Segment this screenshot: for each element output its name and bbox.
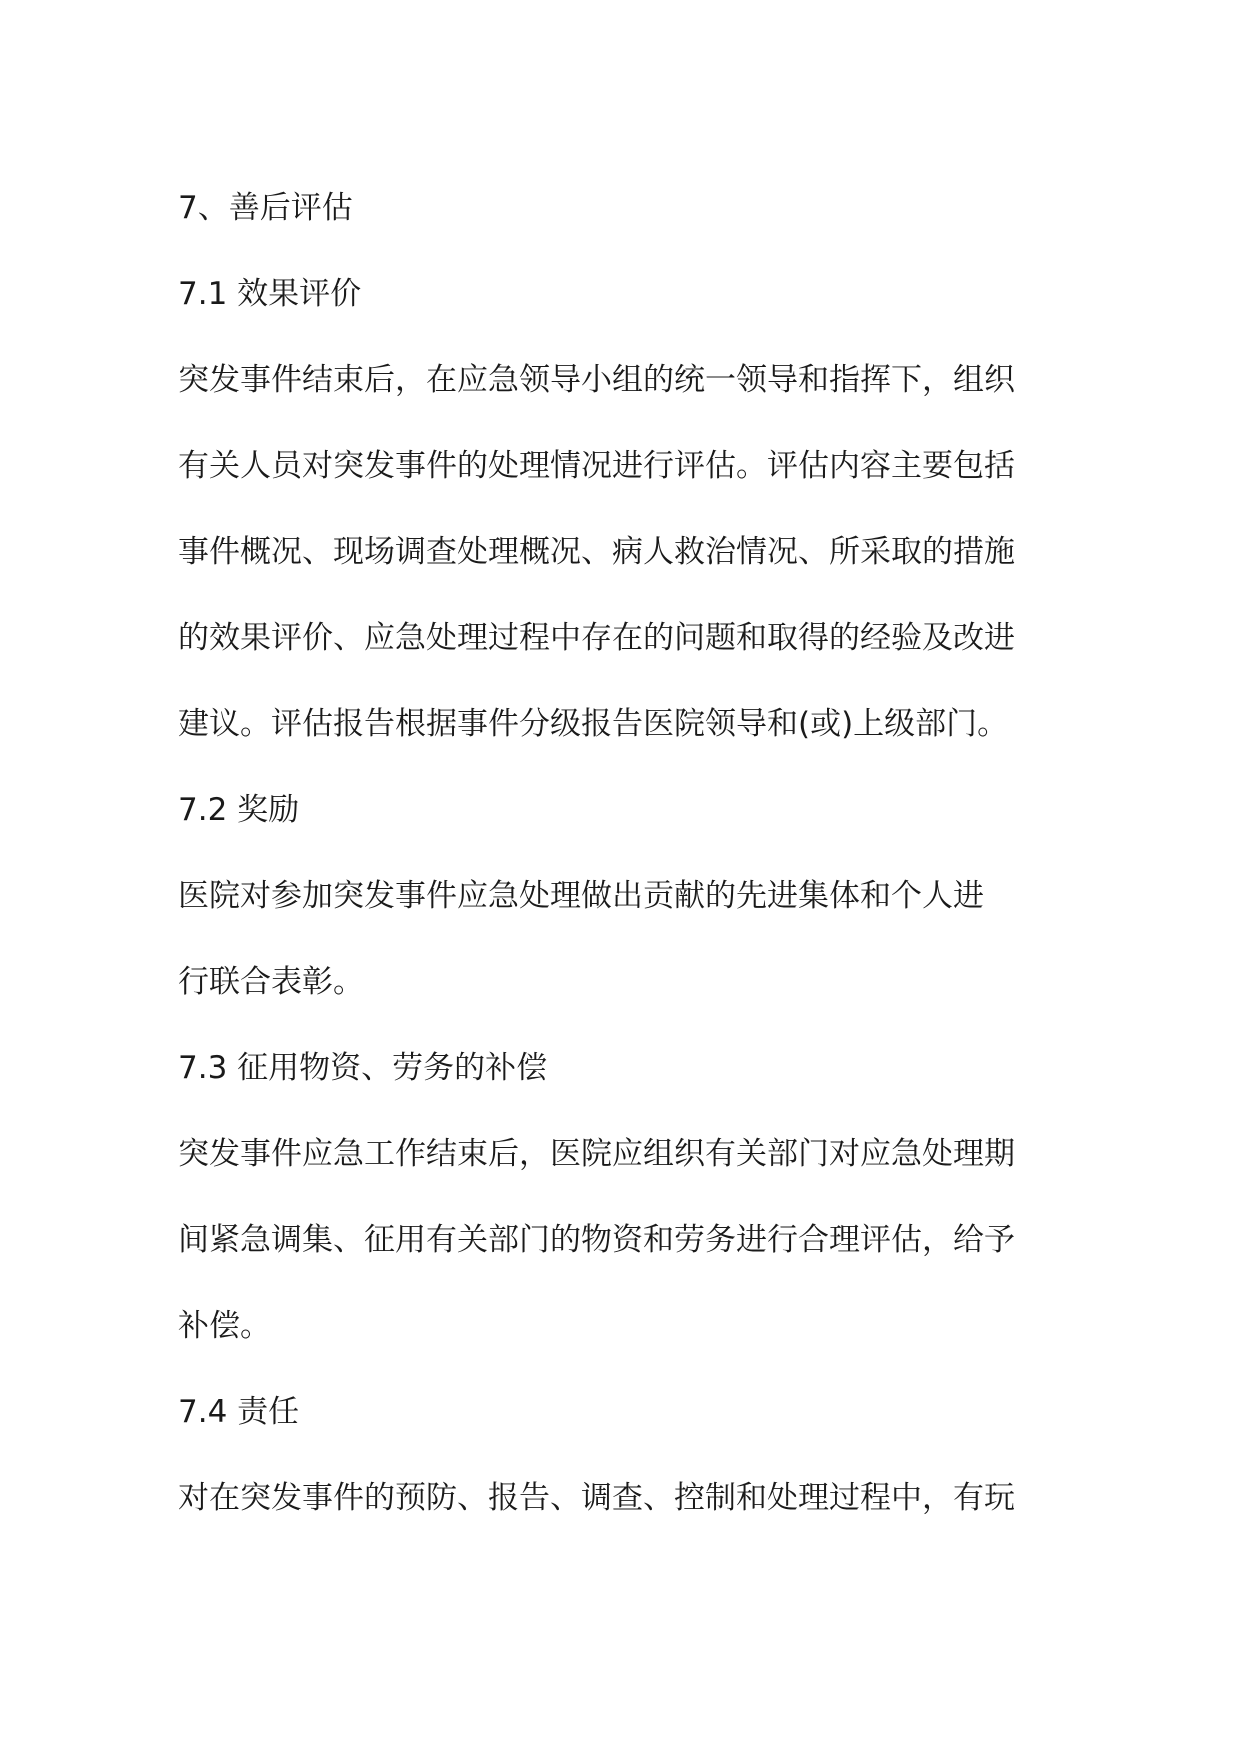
- paragraph-line: 突发事件结束后，在应急领导小组的统一领导和指挥下，组织: [178, 362, 1015, 398]
- subsection-heading-7-2: 7.2 奖励: [178, 792, 300, 828]
- paragraph-line: 医院对参加突发事件应急处理做出贡献的先进集体和个人进: [178, 878, 984, 914]
- paragraph-line: 行联合表彰。: [178, 964, 364, 1000]
- paragraph-line: 建议。评估报告根据事件分级报告医院领导和(或)上级部门。: [178, 706, 1009, 742]
- section-heading-7: 7、善后评估: [178, 190, 353, 226]
- paragraph-line: 补偿。: [178, 1308, 271, 1344]
- paragraph-line: 事件概况、现场调查处理概况、病人救治情况、所采取的措施: [178, 534, 1015, 570]
- paragraph-line: 有关人员对突发事件的处理情况进行评估。评估内容主要包括: [178, 448, 1015, 484]
- subsection-heading-7-1: 7.1 效果评价: [178, 276, 362, 312]
- paragraph-line: 对在突发事件的预防、报告、调查、控制和处理过程中，有玩: [178, 1480, 1015, 1516]
- subsection-heading-7-3: 7.3 征用物资、劳务的补偿: [178, 1050, 548, 1086]
- paragraph-line: 的效果评价、应急处理过程中存在的问题和取得的经验及改进: [178, 620, 1015, 656]
- subsection-heading-7-4: 7.4 责任: [178, 1394, 300, 1430]
- paragraph-line: 突发事件应急工作结束后，医院应组织有关部门对应急处理期: [178, 1136, 1015, 1172]
- paragraph-line: 间紧急调集、征用有关部门的物资和劳务进行合理评估，给予: [178, 1222, 1015, 1258]
